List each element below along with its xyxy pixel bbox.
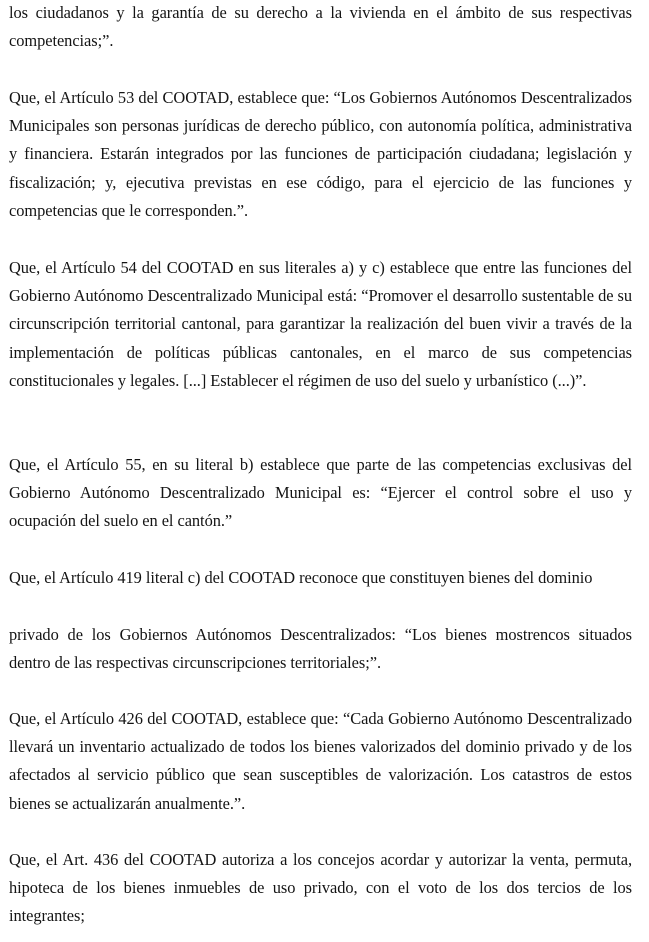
paragraph-articulo-55: Que, el Artículo 55, en su literal b) establece que parte de las competencias exclusivas del Gobierno Autónomo Descentralizado Municipal es: “Ejercer el control sobre el uso y ocupación del suelo en el cantón.” bbox=[9, 455, 632, 531]
paragraph-articulo-419-cont: privado de los Gobiernos Autónomos Descentralizados: “Los bienes mostrencos situados dentro de las respectivas circunscripciones territoriales;”. bbox=[9, 625, 632, 673]
paragraph-continuation: los ciudadanos y la garantía de su derecho a la vivienda en el ámbito de sus respectivas competencias;”. bbox=[9, 3, 632, 51]
paragraph-articulo-436: Que, el Art. 436 del COOTAD autoriza a los concejos acordar y autorizar la venta, permuta, hipoteca de los bienes inmuebles de uso privado, con el voto de los dos tercios de los integrantes; bbox=[9, 850, 632, 926]
paragraph-articulo-53: Que, el Artículo 53 del COOTAD, establece que: “Los Gobiernos Autónomos Descentralizados Municipales son personas jurídicas de derecho público, con autonomía política, administrativa y financiera. Estarán integrados por las funciones de participación ciudadana; legislación y fiscalización; y, ejecutiva previstas en ese código, para el ejercicio de las funciones y competencias que le corresponden.”. bbox=[9, 88, 632, 220]
paragraph-articulo-419-intro: Que, el Artículo 419 literal c) del COOTAD reconoce que constituyen bienes del dominio bbox=[9, 568, 593, 587]
paragraph-articulo-54: Que, el Artículo 54 del COOTAD en sus literales a) y c) establece que entre las funciones del Gobierno Autónomo Descentralizado Municipal está: “Promover el desarrollo sustentable de su circunscripción territorial cantonal, para garantizar la realización del buen vivir a través de la implementación de políticas públicas cantonales, en el marco de sus competencias constitucionales y legales. [...] Establecer el régimen de uso del suelo y urbanístico (...)”. bbox=[9, 258, 632, 390]
paragraph-articulo-426: Que, el Artículo 426 del COOTAD, establece que: “Cada Gobierno Autónomo Descentralizado llevará un inventario actualizado de todos los bienes valorizados del dominio privado y de los afectados al servicio público que sean susceptibles de valorización. Los catastros de estos bienes se actualizarán anualmente.”. bbox=[9, 709, 632, 813]
